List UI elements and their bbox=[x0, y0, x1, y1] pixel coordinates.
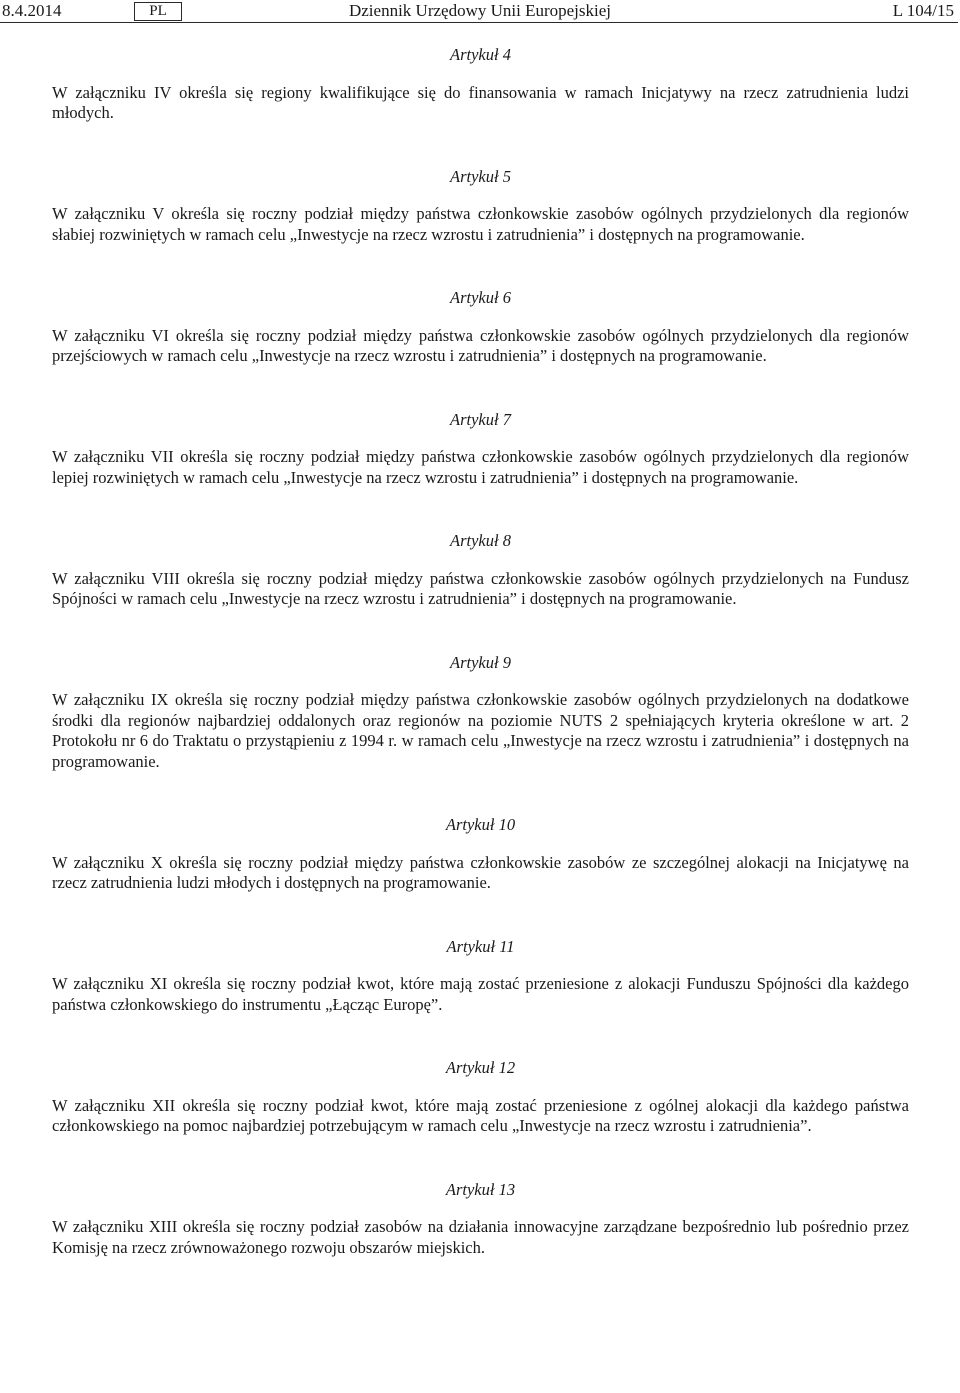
article-text: W załączniku XIII określa się roczny podział zasobów na działania innowacyjne zarządzane bezpośrednio lub pośrednio przez Komisję na rzecz zrównoważonego rozwoju obszarów miejskich. bbox=[52, 1217, 909, 1257]
article-text: W załączniku VIII określa się roczny podział między państwa członkowskie zasobów ogólnych przydzielonych na Fundusz Spójności w ramach celu „Inwestycje na rzecz wzrostu i zatrudnienia” i dostępnych na programowanie. bbox=[52, 568, 909, 608]
article-title: Artykuł 5 bbox=[450, 166, 511, 186]
article-text: W załączniku V określa się roczny podział między państwa członkowskie zasobów ogólnych przydzielonych dla regionów słabiej rozwiniętych w ramach celu „Inwestycje na rzecz wzrostu i zatrudnienia” i dostępnych na programowanie. bbox=[52, 204, 909, 244]
language-badge: PL bbox=[134, 2, 182, 21]
page-reference: L 104/15 bbox=[892, 1, 954, 20]
journal-title: Dziennik Urzędowy Unii Europejskiej bbox=[348, 1, 611, 20]
article-text: W załączniku XI określa się roczny podział kwot, które mają zostać przeniesione z alokacji Funduszu Spójności dla każdego państwa członkowskiego do instrumentu „Łącząc Europę”. bbox=[52, 974, 909, 1014]
article-title: Artykuł 8 bbox=[450, 531, 511, 550]
article-7 bbox=[52, 410, 909, 489]
article-text: W załączniku VII określa się roczny podział między państwa członkowskie zasobów ogólnych przydzielonych dla regionów lepiej rozwiniętych w ramach celu „Inwestycje na rzecz wzrostu i zatrudnienia” i dostępnych na programowanie. bbox=[52, 447, 909, 487]
article-text: W załączniku XII określa się roczny podział kwot, które mają zostać przeniesione z ogólnej alokacji dla każdego państwa członkowskiego na pomoc najbardziej potrzebującym w ramach celu „Inwestycje na rzecz wzrostu i zatrudnienia”. bbox=[52, 1095, 909, 1135]
article-title: Artykuł 13 bbox=[445, 1179, 516, 1199]
article-title: Artykuł 6 bbox=[450, 288, 511, 307]
article-title: Artykuł 7 bbox=[450, 409, 511, 429]
article-10 bbox=[52, 815, 909, 894]
article-title: Artykuł 4 bbox=[450, 45, 511, 64]
article-13 bbox=[52, 1180, 909, 1259]
article-6 bbox=[52, 288, 909, 367]
article-text: W załączniku VI określa się roczny podział między państwa członkowskie zasobów ogólnych przydzielonych dla regionów przejściowych w ramach celu „Inwestycje na rzecz wzrostu i zatrudnienia” i dostępnych na programowanie. bbox=[52, 325, 909, 365]
article-5 bbox=[52, 167, 909, 246]
publication-date: 8.4.2014 bbox=[2, 1, 62, 20]
article-8 bbox=[52, 531, 909, 610]
article-9 bbox=[52, 653, 909, 773]
article-text: W załączniku IV określa się regiony kwalifikujące się do finansowania w ramach Inicjatywy na rzecz zatrudnienia ludzi młodych. bbox=[52, 82, 909, 122]
article-11 bbox=[52, 937, 909, 1016]
article-text: W załączniku IX określa się roczny podział między państwa członkowskie zasobów ogólnych przydzielonych na dodatkowe środki dla regionów najbardziej oddalonych oraz regionów na poziomie NUTS 2 spełniających kryteria określone w art. 2 Protokołu nr 6 do Traktatu o przystąpieniu z 1994 r. w ramach celu „Inwestycje na rzecz wzrostu i zatrudnienia” i dostępnych na programowanie. bbox=[52, 690, 909, 771]
article-title: Artykuł 11 bbox=[446, 936, 515, 956]
article-12 bbox=[52, 1058, 909, 1137]
article-4 bbox=[52, 45, 909, 124]
page-header bbox=[0, 0, 958, 23]
article-title: Artykuł 10 bbox=[445, 815, 516, 834]
article-text: W załączniku X określa się roczny podział między państwa członkowskie zasobów ze szczególnej alokacji na Inicjatywę na rzecz zatrudnienia ludzi młodych i dostępnych na programowanie. bbox=[52, 852, 909, 892]
document-body bbox=[52, 45, 909, 1258]
article-title: Artykuł 9 bbox=[450, 652, 511, 672]
article-title: Artykuł 12 bbox=[445, 1058, 516, 1077]
